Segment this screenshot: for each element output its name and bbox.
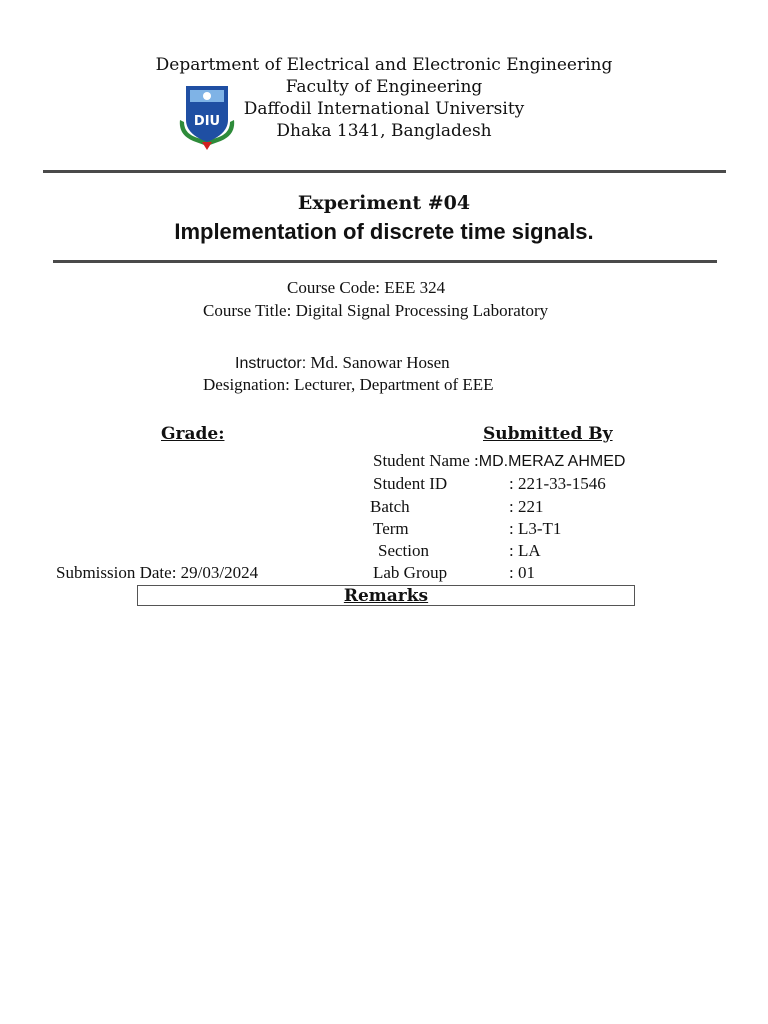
department-line: Department of Electrical and Electronic Engineering [155,55,613,75]
designation: Designation: Lecturer, Department of EEE [203,375,494,394]
batch-label: Batch [370,497,410,516]
faculty-line: Faculty of Engineering [285,77,483,97]
grade-label: Grade: [161,424,225,444]
instructor-name: Md. Sanowar Hosen [306,353,450,372]
student-id-label: Student ID [373,474,448,493]
section-label: Section [378,541,429,560]
svg-text:DIU: DIU [193,114,221,129]
experiment-number: Experiment #04 [297,192,471,214]
course-code: Course Code: EEE 324 [287,278,446,297]
student-name-value: MD.MERAZ AHMED [478,453,626,470]
course-title: Course Title: Digital Signal Processing Laboratory [203,301,549,320]
remarks-box [137,585,635,606]
address-line: Dhaka 1341, Bangladesh [276,121,492,141]
student-name [373,451,625,471]
lab-group-label: Lab Group [373,563,448,582]
submitted-by-label: Submitted By [483,424,613,444]
instructor-label: Instructor: [235,355,307,372]
student-id-value: : 221-33-1546 [509,474,606,493]
student-name-label: Student Name : [373,451,479,470]
term-value: : L3-T1 [509,519,562,538]
lab-group-value: : 01 [509,563,535,582]
top-divider [43,170,726,173]
experiment-title: Implementation of discrete time signals. [174,219,594,244]
remarks-label: Remarks [343,586,429,606]
section-value: : LA [509,541,541,560]
university-line: Daffodil International University [243,99,525,119]
submission-date: Submission Date: 29/03/2024 [56,563,259,582]
instructor [235,353,450,373]
batch-value: : 221 [509,497,544,516]
term-label: Term [373,519,409,538]
bottom-divider [53,260,717,263]
